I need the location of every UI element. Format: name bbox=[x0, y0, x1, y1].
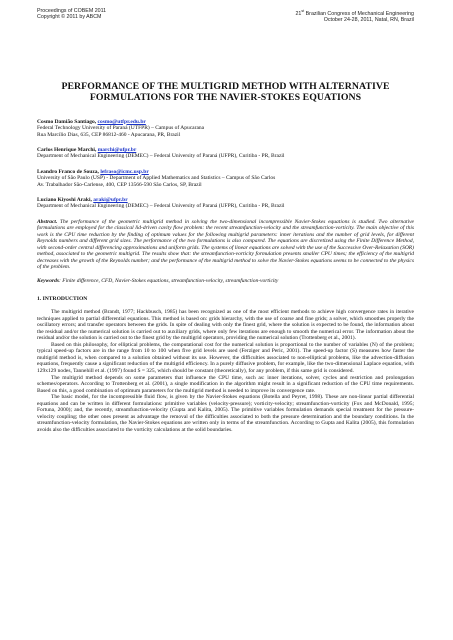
author-address: Rua Marcílio Dias, 635, CEP 86812-460 - Apucarana, PR, Brazil bbox=[37, 131, 181, 138]
author-email-link[interactable]: lefraso@icmc.usp.br bbox=[100, 168, 149, 175]
author-name: Carlos Henrique Marchi, bbox=[37, 146, 97, 153]
author-list bbox=[37, 119, 414, 210]
author-affiliation: Department of Mechanical Engineering (DEMEC) – Federal University of Paraná (UFPR), Curitiba - PR, Brazil bbox=[37, 203, 285, 210]
keywords-text: : Finite difference, CFD, Navier-Stokes equations, streamfunction-velocity, streamfunction-vorticity bbox=[59, 277, 279, 284]
author-block bbox=[37, 169, 414, 189]
abstract bbox=[37, 219, 414, 271]
author-affiliation: Department of Mechanical Engineering (DEMEC) – Federal University of Paraná (UFPR), Curitiba - PR, Brazil bbox=[37, 153, 285, 160]
running-header bbox=[37, 8, 414, 24]
keywords-label: Keywords bbox=[37, 277, 59, 284]
author-name: Leandro Franco de Souza, bbox=[37, 168, 99, 175]
abstract-text: The performance of the geometric multigrid method in solving the two-dimensional incompressible Navier-Stokes equations is studied. Two alternative formulations are employed for the classical lid-driven cavity flow problem: the recent streamfunction-velocity and the streamfunction-vorticity. The main objective of this work is the CPU time reduction by the finding of optimum values for the following multigrid parameters: inner iterations and the number of grid levels, for different Reynolds numbers and different grid sizes. The performance of the two formulations is also compared. The equations are discretized using the Finite Difference Method, with second-order central differencing approximations and uniform grids. The systems of linear equations are solved with the use of the Successive Over-Relaxation (SOR) method, associated to the geometric multigrid. The results show that: the streamfunction-vorticity formulation presents smaller CPU times; the efficiency of the multigrid decreases with the growth of the Reynolds number; and the performance of the multigrid method to solve the Navier-Stokes equations seems to be connected to the physics of the problem. bbox=[37, 218, 414, 271]
body-paragraph: The basic model, for the incompressible fluid flow, is given by the Navier-Stokes equations (Botella and Peyret, 1998). These are non-linear partial differential equations and can be written in different formulations: primitive variables (velocity-pressure); vorticity-velocity; streamfunction-vorticity (Fox and McDonald, 1995; Fortuna, 2000); and, the recently, streamfunction-velocity (Gupta and Kalita, 2005). The primitive variables formulation demands special treatment for the pressure-velocity coupling; the other ones present as advantage the removal of the difficulties associated to both the pressure determination and the boundary conditions. In the streamfunction-velocity formulation, the Navier-Stokes equations are written only in terms of the streamfunction. According to Gupta and Kalita (2005), this formulation avoids also the difficulties associated to the vorticity calculations at the solid boundaries. bbox=[37, 394, 414, 433]
header-right bbox=[295, 8, 414, 24]
header-left bbox=[37, 8, 106, 24]
abstract-label: Abstract. bbox=[37, 218, 58, 225]
author-email-link[interactable]: cosmo@utfpr.edu.br bbox=[97, 118, 146, 125]
author-block bbox=[37, 197, 414, 210]
body-paragraph: Based on this philosophy, for elliptical problems, the computational cost for the numerical solution is proportional to the number of variables (N) of the problem; typical speed-up factors are in the range from 10 to 100 when five grid levels are used (Ferziger and Peric, 2001). The speed-up factor (S) measures how faster the multigrid method is, when compared to a solution obtained without its use. However, the difficulties associated to non-elliptical problems, like the advection-diffusion equations, frequently cause a significant reduction of the multigrid efficiency. In a purely diffusive problem, for example, like the two-dimensional Laplace equation, with 129x129 nodes, Tannehill et al. (1997) found S = 325, which should be constant (theoretically), for any problem, if this same grid is considered. bbox=[37, 341, 414, 374]
author-address: Av. Trabalhador São-Carlense, 400, CEP 13566-590 São Carlos, SP, Brazil bbox=[37, 181, 202, 188]
body-paragraph: The multigrid method (Brandt, 1977; Hackbusch, 1985) has been recognized as one of the most efficient methods to achieve high convergence rates in iterative techniques applied to partial differential equations. This method is based on: grids hierarchy, with the use of coarse and fine grids; a solver, which smoothes properly the oscillatory errors; and transfer operators between the grids. In spite of dealing with only the finest grid, where the solution is expected to be found, the information about the residual and/or the numerical solution is carried out to auxiliary grids, where only few iterations are enough to smooth the numerical error. The information about the residual and/or the solution is carried out to the finest grid by the multigrid operators, providing the numerical solution (Trottenberg et al., 2001). bbox=[37, 309, 414, 342]
proceedings-line: Proceedings of COBEM 2011 bbox=[37, 8, 107, 14]
copyright-line: Copyright © 2011 by ABCM bbox=[37, 14, 102, 21]
author-name: Luciano Kiyoshi Araki, bbox=[37, 196, 92, 203]
congress-date-line: October 24-28, 2011, Natal, RN, Brazil bbox=[323, 17, 414, 24]
author-email-link[interactable]: araki@ufpr.br bbox=[93, 196, 128, 203]
author-affiliation: Federal Technology University of Paraná (UTFPR) – Campus of Apucarana bbox=[37, 125, 205, 132]
paper-title: PERFORMANCE OF THE MULTIGRID METHOD WITH ALTERNATIVE FORMULATIONS FOR THE NAVIER-STOKES EQUATIONS bbox=[61, 80, 390, 104]
congress-line: 21st Brazilian Congress of Mechanical Engineering bbox=[295, 9, 414, 17]
body-paragraph: The multigrid method depends on some parameters that influence the CPU time, such as: inner iterations, solver, cycles and restriction and prolongation schemes/operators. According to Trottenberg et al. (2001), a single modification in the algorithm might result in a significant reduction of the CPU time requirements. Based on this, a good combination of optimum parameters for the multigrid method is needed to improve its convergence rate. bbox=[37, 374, 414, 394]
section-body bbox=[37, 309, 414, 433]
author-block bbox=[37, 119, 414, 139]
section-heading: 1. INTRODUCTION bbox=[37, 296, 88, 303]
author-block bbox=[37, 147, 414, 160]
author-email-link[interactable]: marchi@ufpr.br bbox=[97, 146, 137, 153]
keywords bbox=[37, 278, 414, 285]
author-name: Cosmo Damião Santiago, bbox=[37, 118, 97, 125]
author-affiliation: University of São Paulo (USP) - Department of Applied Mathematics and Statistics – Campus of São Carlos bbox=[37, 175, 276, 182]
